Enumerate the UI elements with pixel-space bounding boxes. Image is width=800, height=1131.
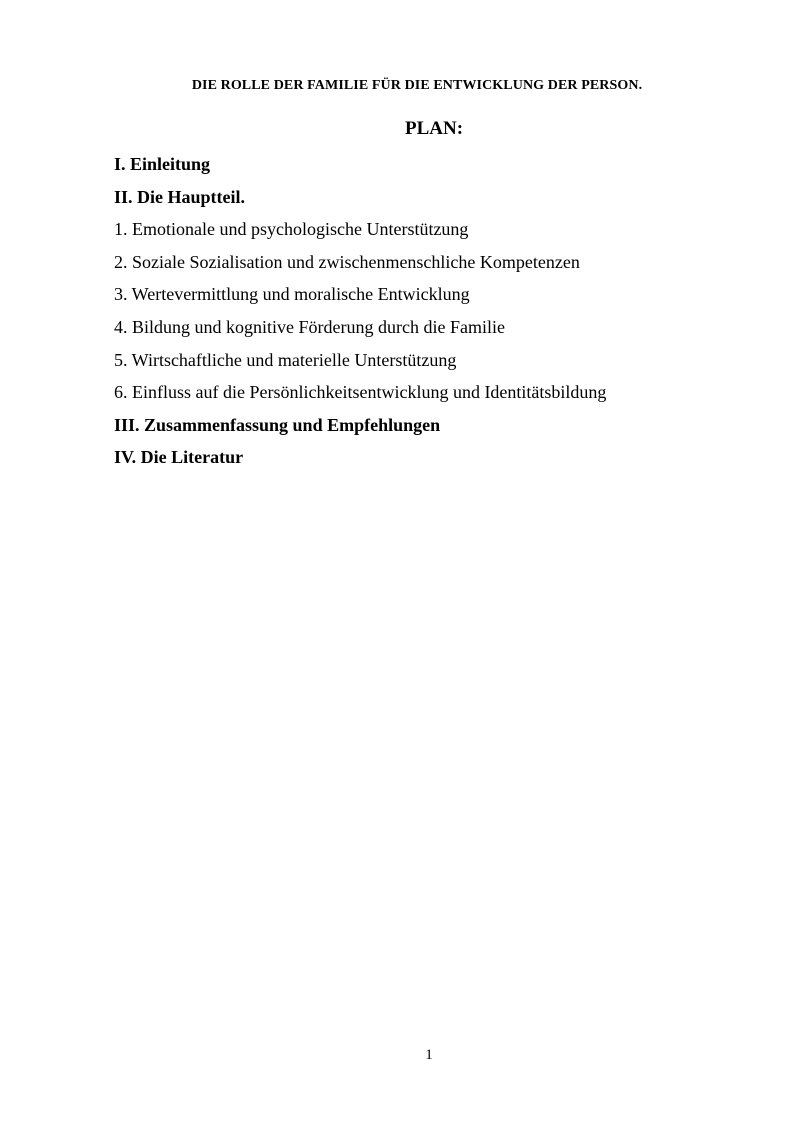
plan-item-3: 3. Wertevermittlung und moralische Entwicklung [114, 284, 470, 305]
plan-item-summary: III. Zusammenfassung und Empfehlungen [114, 414, 441, 435]
document-title: DIE ROLLE DER FAMILIE FÜR DIE ENTWICKLUNG DER PERSON. [191, 78, 643, 93]
plan-item-5: 5. Wirtschaftliche und materielle Unterstützung [114, 349, 457, 370]
plan-list [114, 148, 754, 474]
plan-item-1: 1. Emotionale und psychologische Unterstützung [114, 219, 469, 240]
plan-item-2: 2. Soziale Sozialisation und zwischenmenschliche Kompetenzen [114, 251, 580, 272]
plan-item-main-part: II. Die Hauptteil. [114, 186, 246, 207]
page-number: 1 [425, 1047, 433, 1063]
plan-item-introduction: I. Einleitung [114, 154, 211, 174]
plan-item-4: 4. Bildung und kognitive Förderung durch die Familie [114, 316, 505, 337]
plan-item-literature: IV. Die Literatur [114, 447, 244, 468]
plan-item-6: 6. Einfluss auf die Persönlichkeitsentwicklung und Identitätsbildung [114, 382, 607, 403]
plan-heading: PLAN: [404, 118, 464, 139]
